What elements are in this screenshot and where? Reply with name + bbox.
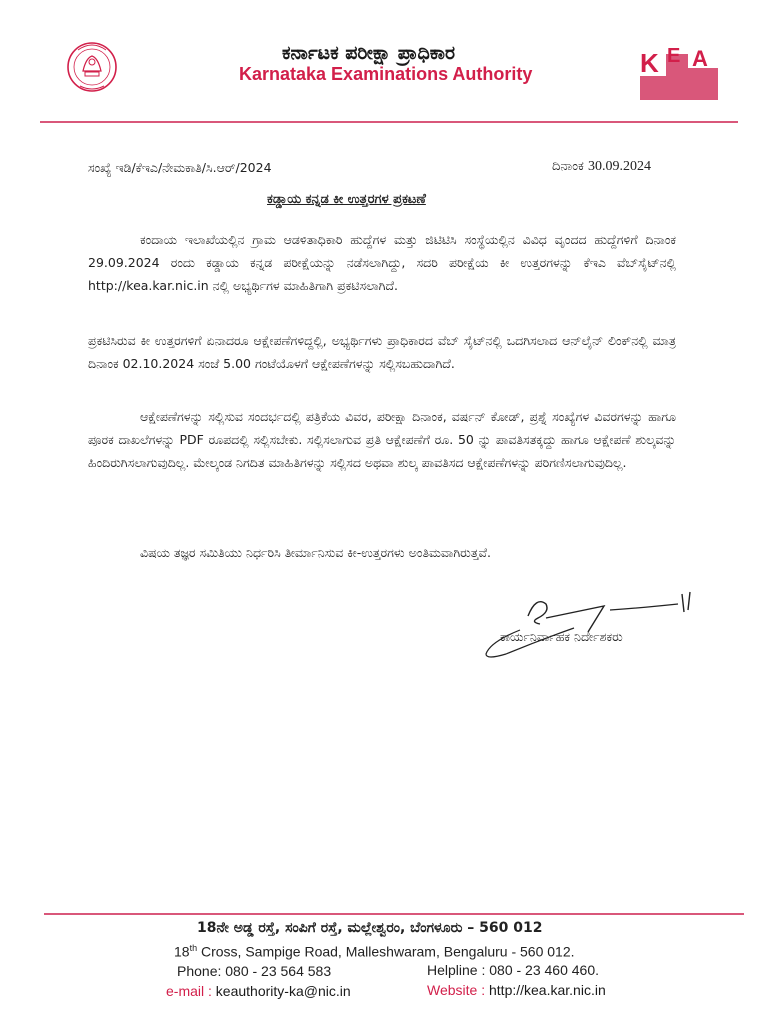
paragraph-text: ಪ್ರಕಟಿಸಿರುವ ಕೀ ಉತ್ತರಗಳಿಗೆ ಏನಾದರೂ ಆಕ್ಷೇಪಣೆಗಳಿದ್ದಲ್ಲಿ, ಅಭ್ಯರ್ಥಿಗಳು ಪ್ರಾಧಿಕಾರದ ವೆಬ್ ಸೈಟ್‌ನಲ್ಲಿ ಒದಗಿಸಲಾದ ಆನ್‌ಲೈನ್ ಲಿಂಕ್‌ನಲ್ಲಿ ಮಾತ್ರ ದಿನಾಂಕ 02.10.2024 ಸಂಜೆ 5.00 ಗಂಟೆಯೊಳಗೆ ಆಕ್ಷೇಪಣೆಗಳನ್ನು ಸಲ್ಲಿಸಬಹುದಾಗಿದೆ. — [88, 333, 676, 371]
org-name-kannada: ಕರ್ನಾಟಕ ಪರೀಕ್ಷಾ ಪ್ರಾಧಿಕಾರ — [282, 42, 456, 64]
address-text: Cross, Sampige Road, Malleshwaram, Bengaluru - 560 012. — [197, 943, 575, 960]
footer-divider — [44, 913, 744, 915]
subject-heading: ಕಡ್ಡಾಯ ಕನ್ನಡ ಕೀ ಉತ್ತರಗಳ ಪ್ರಕಟಣೆ — [267, 192, 426, 207]
paragraph-text: ಕಂದಾಯ ಇಲಾಖೆಯಲ್ಲಿನ ಗ್ರಾಮ ಆಡಳಿತಾಧಿಕಾರಿ ಹುದ್ದೆಗಳ ಮತ್ತು ಜಿಟಿಟಿಸಿ ಸಂಸ್ಥೆಯಲ್ಲಿನ ವಿವಿಧ ವೃಂದದ ಹುದ್ದೆಗಳಿಗೆ ದಿನಾಂಕ 29.09.2024 ರಂದು ಕಡ್ಡಾಯ ಕನ್ನಡ ಪರೀಕ್ಷೆಯನ್ನು ನಡೆಸಲಾಗಿದ್ದು, ಸದರಿ ಪರೀಕ್ಷೆಯ ಕೀ ಉತ್ತರಗಳನ್ನು ಕೆಇಎ ವೆಬ್‌ಸೈಟ್‌ನಲ್ಲಿ http://kea.kar.nic.in ನಲ್ಲಿ ಅಭ್ಯರ್ಥಿಗಳ ಮಾಹಿತಿಗಾಗಿ ಪ್ರಕಟಿಸಲಾಗಿದೆ. — [88, 232, 676, 293]
org-name-english: Karnataka Examinations Authority — [239, 64, 533, 84]
address-kannada: 18ನೇ ಅಡ್ಡ ರಸ್ತೆ, ಸಂಪಿಗೆ ರಸ್ತೆ, ಮಲ್ಲೇಶ್ವರಂ, ಬೆಂಗಳೂರು – 560 012 — [197, 920, 543, 936]
body-paragraph — [88, 228, 676, 297]
date-label: ದಿನಾಂಕ — [552, 159, 584, 174]
signatory-title: ಕಾರ್ಯನಿರ್ವಾಹಕ ನಿರ್ದೇಶಕರು — [500, 629, 623, 644]
document-date — [552, 159, 651, 175]
body-paragraph — [88, 541, 676, 564]
body-paragraph — [88, 405, 676, 474]
address-english — [174, 943, 575, 960]
body-paragraph — [88, 329, 676, 375]
paragraph-text: ಆಕ್ಷೇಪಣೆಗಳನ್ನು ಸಲ್ಲಿಸುವ ಸಂದರ್ಭದಲ್ಲಿ ಪತ್ರಿಕೆಯ ವಿವರ, ಪರೀಕ್ಷಾ ದಿನಾಂಕ, ವರ್ಷನ್ ಕೋಡ್, ಪ್ರಶ್ನೆ ಸಂಖ್ಯೆಗಳ ವಿವರಗಳನ್ನು ಹಾಗೂ ಪೂರಕ ದಾಖಲೆಗಳನ್ನು PDF ರೂಪದಲ್ಲಿ ಸಲ್ಲಿಸಬೇಕು. ಸಲ್ಲಿಸಲಾಗುವ ಪ್ರತಿ ಆಕ್ಷೇಪಣೆಗೆ ರೂ. 50 ನ್ನು ಪಾವತಿಸತಕ್ಕದ್ದು ಹಾಗೂ ಆಕ್ಷೇಪಣೆ ಶುಲ್ಕವನ್ನು ಹಿಂದಿರುಗಿಸಲಾಗುವುದಿಲ್ಲ. ಮೇಲ್ಕಂಡ ನಿಗದಿತ ಮಾಹಿತಿಗಳನ್ನು ಸಲ್ಲಿಸದ ಅಥವಾ ಶುಲ್ಕ ಪಾವತಿಸದ ಆಕ್ಷೇಪಣೆಗಳನ್ನು ಪರಿಗಣಿಸಲಾಗುವುದಿಲ್ಲ. — [88, 409, 676, 470]
karnataka-seal-emblem — [66, 38, 118, 96]
helpline-number: Helpline : 080 - 23 460 460. — [427, 962, 600, 978]
address-ordinal: th — [189, 943, 198, 953]
kea-logo-letter-a: A — [692, 46, 708, 71]
website-link[interactable]: http://kea.kar.nic.in — [489, 982, 606, 998]
phone-number: Phone: 080 - 23 564 583 — [177, 963, 332, 979]
website-label: Website : — [427, 982, 489, 998]
paragraph-text: ವಿಷಯ ತಜ್ಞರ ಸಮಿತಿಯು ನಿರ್ಧರಿಸಿ ತೀರ್ಮಾನಿಸುವ ಕೀ-ಉತ್ತರಗಳು ಅಂತಿಮವಾಗಿರುತ್ತವೆ. — [140, 545, 491, 560]
email-link[interactable]: keauthority-ka@nic.in — [215, 983, 351, 999]
date-value: 30.09.2024 — [587, 159, 651, 174]
email-contact — [166, 983, 351, 999]
address-number: 18 — [174, 943, 190, 960]
email-label: e-mail : — [166, 983, 216, 999]
kea-logo — [636, 38, 720, 100]
kea-logo-letter-e: E — [667, 45, 681, 67]
website-contact — [427, 982, 606, 998]
kea-logo-letter-k: K — [640, 48, 659, 78]
reference-number: ಸಂಖ್ಯೆ ಇಡಿ/ಕೆಇಎ/ನೇಮಕಾತಿ/ಸಿ.ಆರ್/2024 — [88, 160, 272, 175]
header-divider — [40, 121, 738, 123]
handwritten-signature — [480, 588, 694, 662]
